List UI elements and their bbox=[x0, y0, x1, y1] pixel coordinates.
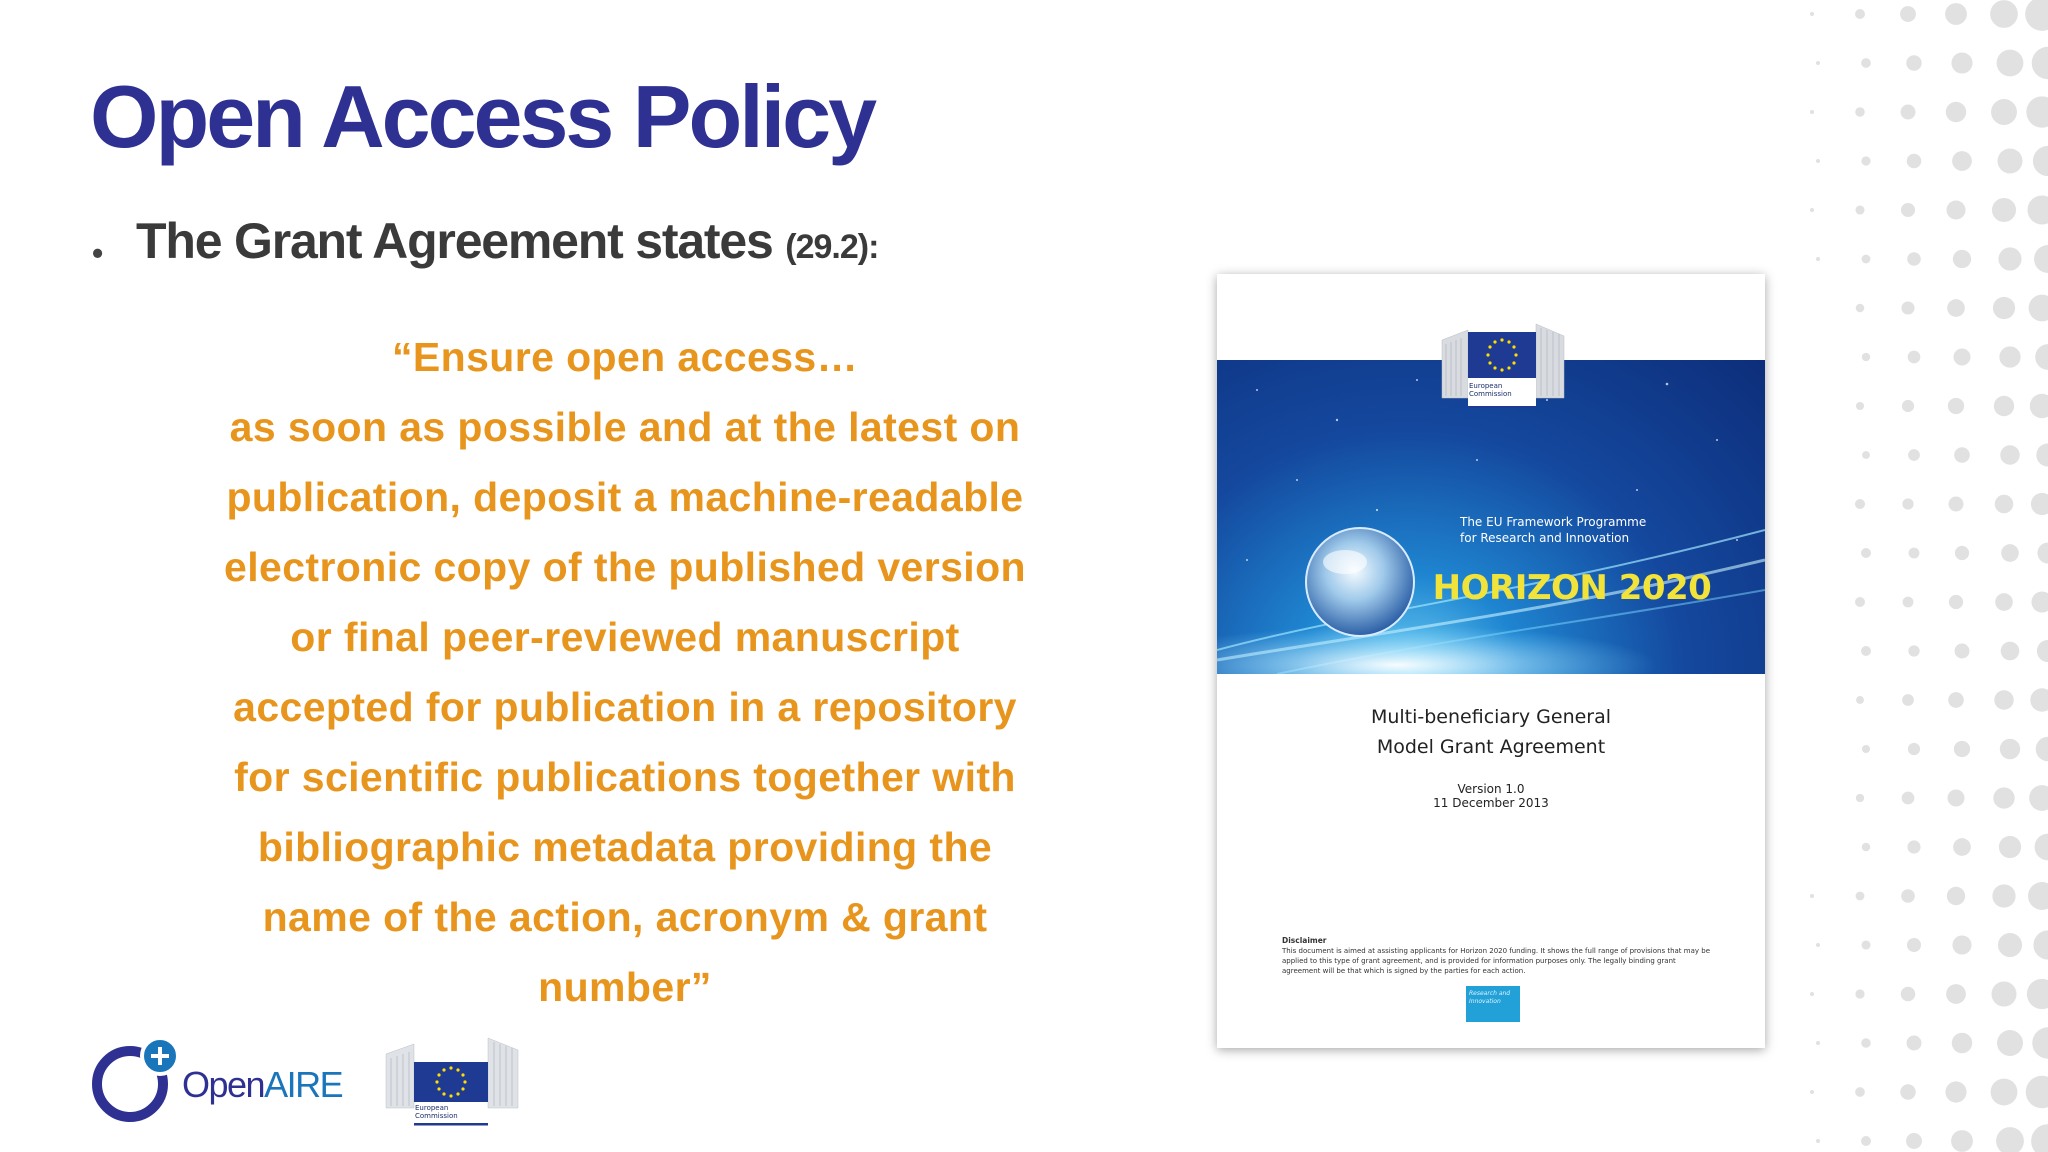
bullet-icon: • bbox=[92, 235, 103, 272]
decorative-dot bbox=[2037, 640, 2048, 662]
decorative-dot bbox=[2026, 96, 2048, 127]
disclaimer-text: This document is aimed at assisting applicants for Horizon 2020 funding. It shows the full range of provisions that may be applied to this type of grant agreement, and is provided for information purposes only. The legally binding grant agreement will be that which is signed by the parties for each action. bbox=[1282, 947, 1711, 975]
decorative-dot bbox=[1861, 548, 1871, 558]
badge-line-2: Innovation bbox=[1469, 998, 1501, 1005]
decorative-dot bbox=[1855, 9, 1865, 19]
decorative-dot bbox=[1908, 449, 1920, 461]
decorative-dot bbox=[1861, 1038, 1870, 1047]
decorative-dot bbox=[1816, 159, 1820, 163]
decorative-dot bbox=[1991, 1079, 2018, 1106]
bullet-main-text: The Grant Agreement states bbox=[136, 213, 786, 269]
decorative-dot bbox=[2031, 1124, 2048, 1152]
quote-line: accepted for publication in a repository bbox=[233, 684, 1017, 730]
decorative-dot bbox=[1816, 257, 1820, 261]
decorative-dot bbox=[1862, 451, 1870, 459]
research-innovation-badge bbox=[1466, 986, 1520, 1022]
decorative-dot bbox=[1907, 154, 1921, 168]
decorative-dot bbox=[1949, 497, 1964, 512]
decorative-dot bbox=[1948, 398, 1964, 414]
cover-ec-caption-line-1: European bbox=[1469, 382, 1503, 390]
decorative-dot bbox=[1992, 198, 2016, 222]
decorative-dot bbox=[1903, 597, 1914, 608]
cover-ec-caption-line-2: Commission bbox=[1469, 390, 1512, 398]
decorative-dot bbox=[1998, 149, 2023, 174]
decorative-dot bbox=[1998, 933, 2022, 957]
decorative-dot bbox=[1862, 843, 1871, 852]
decorative-dot bbox=[1952, 935, 1971, 954]
disclaimer-title: Disclaimer bbox=[1282, 936, 1327, 945]
decorative-dot bbox=[1900, 1084, 1915, 1099]
decorative-dot bbox=[1908, 743, 1920, 755]
decorative-dot bbox=[1855, 205, 1864, 214]
decorative-dot bbox=[1993, 787, 2014, 808]
decorative-dot bbox=[1810, 208, 1814, 212]
decorative-dot bbox=[2033, 930, 2048, 959]
decorative-dot bbox=[1816, 1041, 1820, 1045]
decorative-dot bbox=[2035, 344, 2048, 370]
decorative-dot bbox=[2037, 542, 2048, 563]
decorative-dot bbox=[1998, 247, 2021, 270]
quote-line: bibliographic metadata providing the bbox=[257, 824, 993, 870]
quote-line: electronic copy of the published version bbox=[224, 544, 1026, 590]
decorative-dot bbox=[2030, 394, 2048, 418]
decorative-dot bbox=[1952, 151, 1972, 171]
decorative-dot bbox=[1855, 597, 1865, 607]
cover-date: 11 December 2013 bbox=[1433, 796, 1549, 810]
quote-line: “Ensure open access… bbox=[391, 334, 859, 380]
quote-line: publication, deposit a machine-readable bbox=[226, 474, 1024, 520]
decorative-dot bbox=[1906, 55, 1921, 70]
decorative-dot bbox=[1861, 646, 1871, 656]
decorative-dot bbox=[1901, 203, 1915, 217]
decorative-dot bbox=[1999, 836, 2021, 858]
decorative-dot bbox=[1996, 1127, 2024, 1152]
decorative-dot bbox=[1993, 297, 2015, 319]
cover-title-line-1: Multi-beneficiary General bbox=[1370, 706, 1612, 728]
decorative-dot bbox=[1861, 58, 1871, 68]
decorative-dot bbox=[1951, 52, 1972, 73]
decorative-dot bbox=[2001, 642, 2020, 661]
decorative-dot bbox=[1856, 696, 1864, 704]
openaire-aire-text: AIRE bbox=[264, 1064, 343, 1105]
grant-agreement-cover bbox=[1217, 274, 1765, 1048]
openaire-logo-icon bbox=[88, 1034, 178, 1124]
decorative-dot bbox=[1946, 984, 1966, 1004]
decorative-dot bbox=[1810, 12, 1814, 16]
cover-disclaimer bbox=[1282, 936, 1712, 976]
decorative-dot bbox=[1908, 351, 1921, 364]
cover-title bbox=[1217, 702, 1765, 762]
quote-line: for scientific publications together with bbox=[234, 754, 1016, 800]
decorative-dot bbox=[1948, 692, 1964, 708]
decorative-dot bbox=[1951, 1130, 1973, 1152]
decorative-dot bbox=[1856, 304, 1865, 313]
decorative-dot bbox=[2027, 979, 2048, 1009]
cover-title-line-2: Model Grant Agreement bbox=[1376, 736, 1606, 758]
badge-line-1: Research and bbox=[1469, 990, 1511, 997]
decorative-dot bbox=[1946, 102, 1966, 122]
decorative-dot bbox=[2036, 443, 2048, 466]
decorative-dot bbox=[1953, 250, 1971, 268]
decorative-dot bbox=[1955, 546, 1969, 560]
decorative-dot bbox=[1906, 1133, 1922, 1149]
decorative-dot bbox=[1955, 644, 1970, 659]
decorative-dot bbox=[2032, 1027, 2048, 1058]
decorative-dot bbox=[2031, 591, 2048, 612]
decorative-dot bbox=[1954, 741, 1970, 757]
decorative-dot bbox=[1862, 353, 1870, 361]
bullet-grant-agreement bbox=[92, 212, 878, 272]
decorative-dot bbox=[1856, 892, 1865, 901]
decorative-dot bbox=[1861, 156, 1870, 165]
decorative-dot bbox=[1861, 940, 1870, 949]
bullet-reference: (29.2): bbox=[785, 228, 879, 266]
decorative-dot bbox=[1855, 1087, 1865, 1097]
decorative-dot bbox=[1991, 99, 2017, 125]
decorative-dot bbox=[1949, 595, 1963, 609]
quote-line: or final peer-reviewed manuscript bbox=[290, 614, 960, 660]
decorative-dot bbox=[2032, 47, 2048, 80]
decorative-dot bbox=[2028, 882, 2048, 910]
decorative-dot bbox=[1952, 1033, 1972, 1053]
decorative-dot bbox=[1855, 107, 1864, 116]
cover-ec-caption bbox=[1469, 382, 1512, 398]
decorative-dot bbox=[1990, 0, 2018, 28]
decorative-dot bbox=[1953, 838, 1971, 856]
quote-block bbox=[170, 322, 1080, 1022]
decorative-dot bbox=[1908, 645, 1919, 656]
decorative-dot bbox=[2027, 195, 2048, 224]
decorative-dot bbox=[1999, 346, 2020, 367]
decorative-dot bbox=[1901, 301, 1914, 314]
decorative-dot bbox=[1945, 3, 1967, 25]
decorative-dot bbox=[1946, 200, 1965, 219]
decorative-dot bbox=[1902, 498, 1913, 509]
decorative-dot bbox=[1945, 1081, 1966, 1102]
footer-ec-caption bbox=[415, 1104, 458, 1120]
footer-ec-caption-line-1: European bbox=[415, 1104, 449, 1112]
decorative-dot bbox=[1856, 402, 1864, 410]
decorative-dot bbox=[1992, 884, 2015, 907]
decorative-dot bbox=[1816, 61, 1820, 65]
decorative-dot bbox=[1856, 794, 1864, 802]
decorative-dot bbox=[1855, 989, 1864, 998]
decorative-dot bbox=[1991, 981, 2016, 1006]
decorative-dot bbox=[1901, 105, 1916, 120]
cover-version bbox=[1217, 782, 1765, 810]
decorative-dot bbox=[2031, 493, 2048, 515]
decorative-dot bbox=[1810, 992, 1814, 996]
decorative-dot bbox=[1862, 745, 1870, 753]
decorative-dot bbox=[1947, 887, 1965, 905]
decorative-dot bbox=[1902, 400, 1914, 412]
programme-line-1: The EU Framework Programme bbox=[1460, 515, 1647, 529]
openaire-wordmark bbox=[182, 1064, 342, 1106]
decorative-dot bbox=[1855, 499, 1865, 509]
slide-title: Open Access Policy bbox=[90, 67, 875, 166]
decorative-dot bbox=[2000, 445, 2019, 464]
decorative-dot bbox=[1954, 447, 1970, 463]
quote-line: number” bbox=[538, 964, 712, 1010]
decorative-dot bbox=[2026, 1076, 2048, 1109]
decorative-dot bbox=[1909, 548, 1920, 559]
decorative-dot bbox=[1902, 694, 1914, 706]
horizon-2020-title: HORIZON 2020 bbox=[1432, 568, 1712, 608]
decorative-dot bbox=[1954, 349, 1971, 366]
decorative-dot bbox=[1816, 943, 1820, 947]
decorative-dot bbox=[1862, 255, 1871, 264]
decorative-dot bbox=[1947, 299, 1965, 317]
decorative-dot bbox=[1994, 396, 2014, 416]
decorative-dot bbox=[1900, 6, 1916, 22]
decorative-dot bbox=[1810, 894, 1814, 898]
decorative-dot bbox=[1947, 789, 1964, 806]
decorative-dot bbox=[1997, 50, 2024, 77]
decorative-dot bbox=[1861, 1136, 1871, 1146]
decorative-dot bbox=[1816, 1139, 1820, 1143]
decorative-dot bbox=[1902, 792, 1915, 805]
decorative-dot bbox=[1907, 840, 1920, 853]
decorative-dot bbox=[1995, 495, 2014, 514]
decorative-dot bbox=[1901, 889, 1915, 903]
programme-subtitle bbox=[1460, 514, 1646, 546]
programme-line-2: for Research and Innovation bbox=[1460, 531, 1630, 545]
footer-ec-caption-line-2: Commission bbox=[415, 1112, 458, 1120]
decorative-dot bbox=[1995, 593, 2013, 611]
decorative-dot bbox=[1907, 252, 1921, 266]
decorative-dot bbox=[2025, 0, 2048, 31]
decorative-dot bbox=[1994, 690, 2014, 710]
decorative-dot bbox=[1907, 1036, 1922, 1051]
decorative-dot bbox=[2001, 544, 2019, 562]
decorative-dot bbox=[2030, 688, 2048, 711]
quote-line: name of the action, acronym & grant bbox=[262, 894, 988, 940]
decorative-dot bbox=[1997, 1030, 2023, 1056]
quote-line: as soon as possible and at the latest on bbox=[229, 404, 1021, 450]
decorative-dot bbox=[1810, 1090, 1814, 1094]
openaire-open-text: Open bbox=[182, 1064, 265, 1105]
decorative-dot bbox=[1907, 938, 1921, 952]
decorative-dot bbox=[2036, 737, 2048, 762]
decorative-dot bbox=[2000, 739, 2020, 759]
decorative-dot bbox=[1810, 110, 1814, 114]
decorative-dot bbox=[1901, 987, 1916, 1002]
decorative-dot-pattern bbox=[1748, 0, 2048, 1152]
decorative-dot bbox=[2033, 146, 2048, 176]
decorative-dot bbox=[2029, 785, 2048, 811]
decorative-dot bbox=[2035, 834, 2048, 861]
decorative-dot bbox=[2034, 245, 2048, 273]
cover-version-number: Version 1.0 bbox=[1457, 782, 1525, 796]
decorative-dot bbox=[2029, 295, 2048, 322]
